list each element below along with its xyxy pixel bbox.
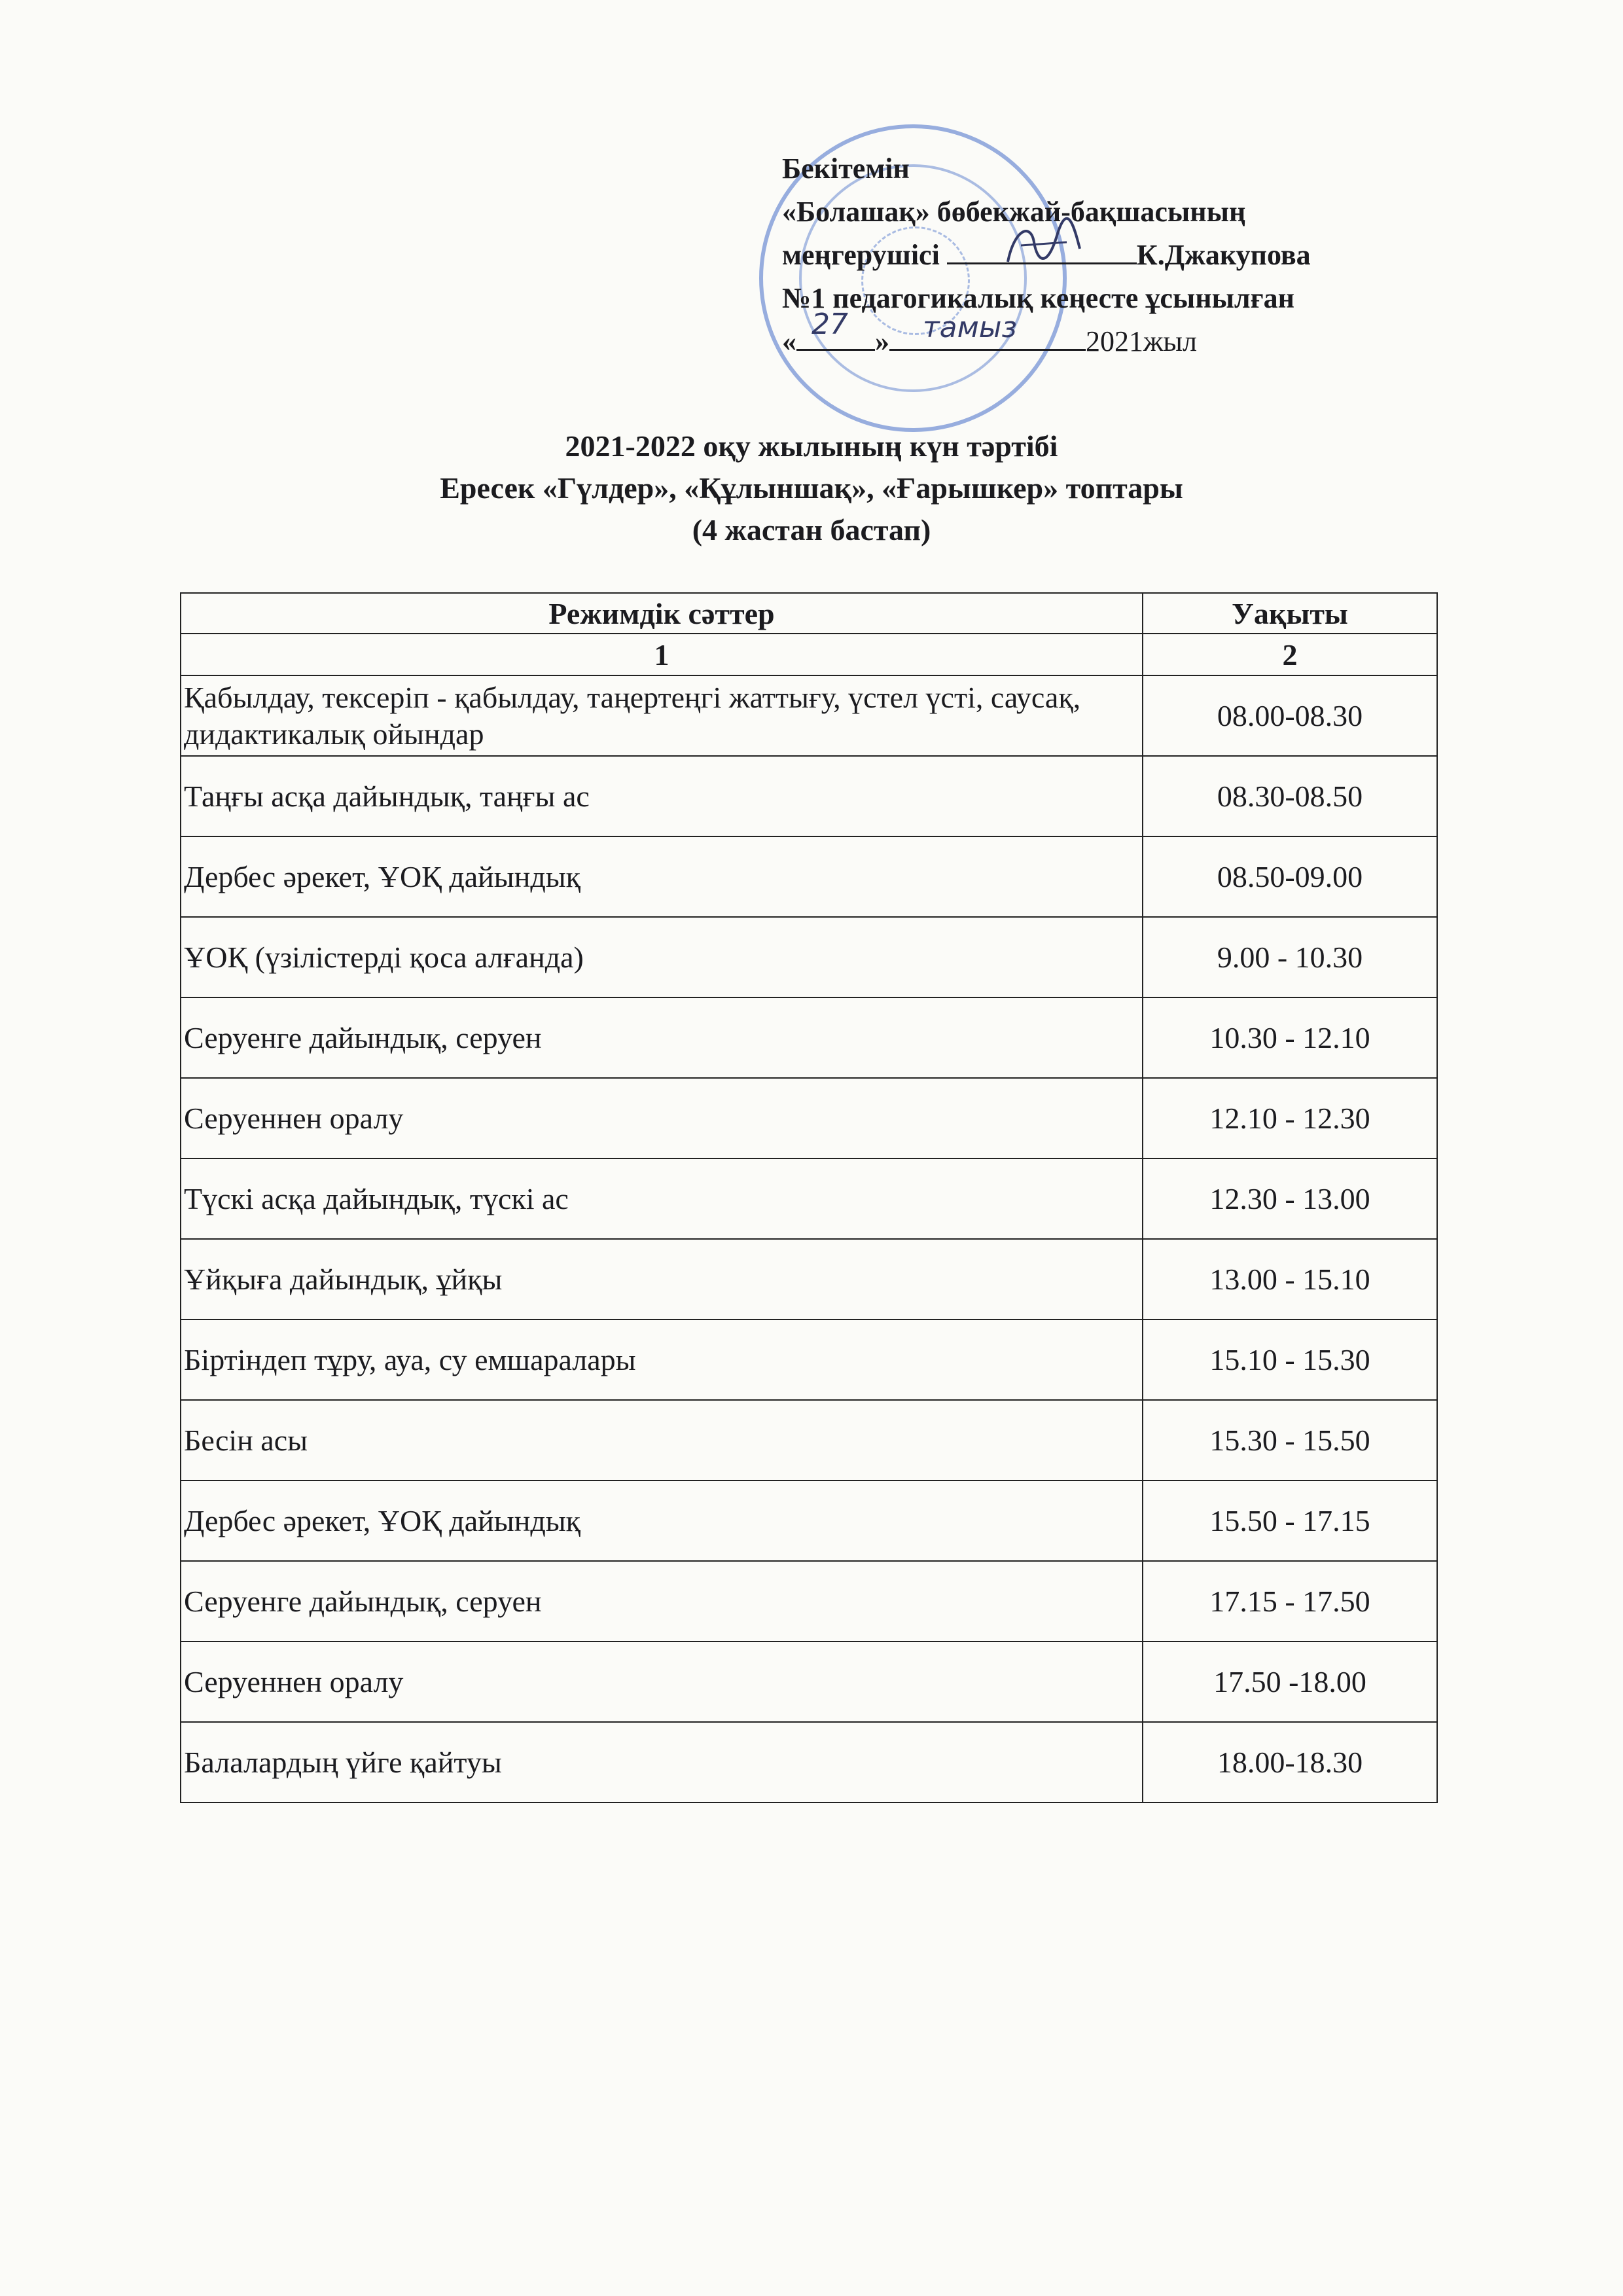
table-row bbox=[181, 1561, 1437, 1641]
title-line-year: 2021-2022 оқу жылының күн тәртібі bbox=[565, 429, 1058, 463]
time-cell: 13.00 - 15.10 bbox=[1143, 1239, 1437, 1319]
activity-cell: ҰОҚ (үзілістерді қоса алғанда) bbox=[181, 917, 1143, 997]
approval-institution: «Болашақ» бөбекжай-бақшасының bbox=[782, 196, 1246, 228]
column-number-2: 2 bbox=[1143, 634, 1437, 675]
schedule-table bbox=[180, 592, 1438, 1803]
time-cell: 08.50-09.00 bbox=[1143, 836, 1437, 917]
handwritten-signature bbox=[995, 216, 1093, 275]
table-row bbox=[181, 675, 1437, 756]
activity-cell: Балалардың үйге қайтуы bbox=[181, 1722, 1143, 1803]
time-cell: 08.00-08.30 bbox=[1143, 675, 1437, 756]
activity-cell: Серуеннен оралу bbox=[181, 1078, 1143, 1158]
document-title bbox=[0, 425, 1623, 551]
table-row bbox=[181, 917, 1437, 997]
activity-cell: Ұйқыға дайындық, ұйқы bbox=[181, 1239, 1143, 1319]
table-row bbox=[181, 1641, 1437, 1722]
time-cell: 15.50 - 17.15 bbox=[1143, 1480, 1437, 1561]
table-row bbox=[181, 1722, 1437, 1803]
approval-director-line bbox=[782, 234, 1567, 277]
table-header-row bbox=[181, 593, 1437, 634]
table-row bbox=[181, 1158, 1437, 1239]
handwritten-month: тамыз bbox=[923, 311, 1017, 344]
director-label: меңгерушісі bbox=[782, 239, 940, 271]
time-cell: 08.30-08.50 bbox=[1143, 756, 1437, 836]
table-row bbox=[181, 1078, 1437, 1158]
activity-cell: Бесін асы bbox=[181, 1400, 1143, 1480]
header-time: Уақыты bbox=[1143, 593, 1437, 634]
time-cell: 15.10 - 15.30 bbox=[1143, 1319, 1437, 1400]
table-row bbox=[181, 1239, 1437, 1319]
approval-date-line bbox=[782, 320, 1567, 363]
title-line-age: (4 жастан бастап) bbox=[692, 513, 931, 547]
activity-cell: Таңғы асқа дайындық, таңғы ас bbox=[181, 756, 1143, 836]
time-cell: 15.30 - 15.50 bbox=[1143, 1400, 1437, 1480]
activity-cell: Серуенге дайындық, серуен bbox=[181, 1561, 1143, 1641]
activity-cell: Дербес әрекет, ҰОҚ дайындық bbox=[181, 836, 1143, 917]
time-cell: 17.50 -18.00 bbox=[1143, 1641, 1437, 1722]
time-cell: 10.30 - 12.10 bbox=[1143, 997, 1437, 1078]
table-row bbox=[181, 997, 1437, 1078]
table-column-number-row bbox=[181, 634, 1437, 675]
time-cell: 9.00 - 10.30 bbox=[1143, 917, 1437, 997]
title-line-groups: Ересек «Гүлдер», «Құлыншақ», «Ғарышкер» топтары bbox=[440, 471, 1183, 505]
handwritten-day: 27 bbox=[812, 308, 848, 341]
approval-block bbox=[782, 147, 1567, 363]
time-cell: 18.00-18.30 bbox=[1143, 1722, 1437, 1803]
table-row bbox=[181, 756, 1437, 836]
activity-cell: Дербес әрекет, ҰОҚ дайындық bbox=[181, 1480, 1143, 1561]
time-cell: 12.30 - 13.00 bbox=[1143, 1158, 1437, 1239]
header-activities: Режимдік сәттер bbox=[181, 593, 1143, 634]
date-year: 2021жыл bbox=[1086, 325, 1197, 357]
activity-cell: Қабылдау, тексеріп - қабылдау, таңертеңгі жаттығу, үстел үсті, саусақ, дидактикалық ойындар bbox=[181, 675, 1143, 756]
activity-cell: Серуеннен оралу bbox=[181, 1641, 1143, 1722]
time-cell: 17.15 - 17.50 bbox=[1143, 1561, 1437, 1641]
activity-cell: Серуенге дайындық, серуен bbox=[181, 997, 1143, 1078]
date-open-quote: « bbox=[782, 325, 796, 357]
column-number-1: 1 bbox=[181, 634, 1143, 675]
table-row bbox=[181, 1319, 1437, 1400]
approval-heading: Бекітемін bbox=[782, 152, 910, 185]
activity-cell: Түскі асқа дайындық, түскі ас bbox=[181, 1158, 1143, 1239]
director-name: К.Джакупова bbox=[1136, 239, 1311, 271]
time-cell: 12.10 - 12.30 bbox=[1143, 1078, 1437, 1158]
activity-cell: Біртіндеп тұру, ауа, су емшаралары bbox=[181, 1319, 1143, 1400]
date-close-quote: » bbox=[875, 325, 889, 357]
table-row bbox=[181, 836, 1437, 917]
table-row bbox=[181, 1480, 1437, 1561]
approval-council-line: №1 педагогикалық кеңесте ұсынылған bbox=[782, 282, 1294, 314]
table-row bbox=[181, 1400, 1437, 1480]
